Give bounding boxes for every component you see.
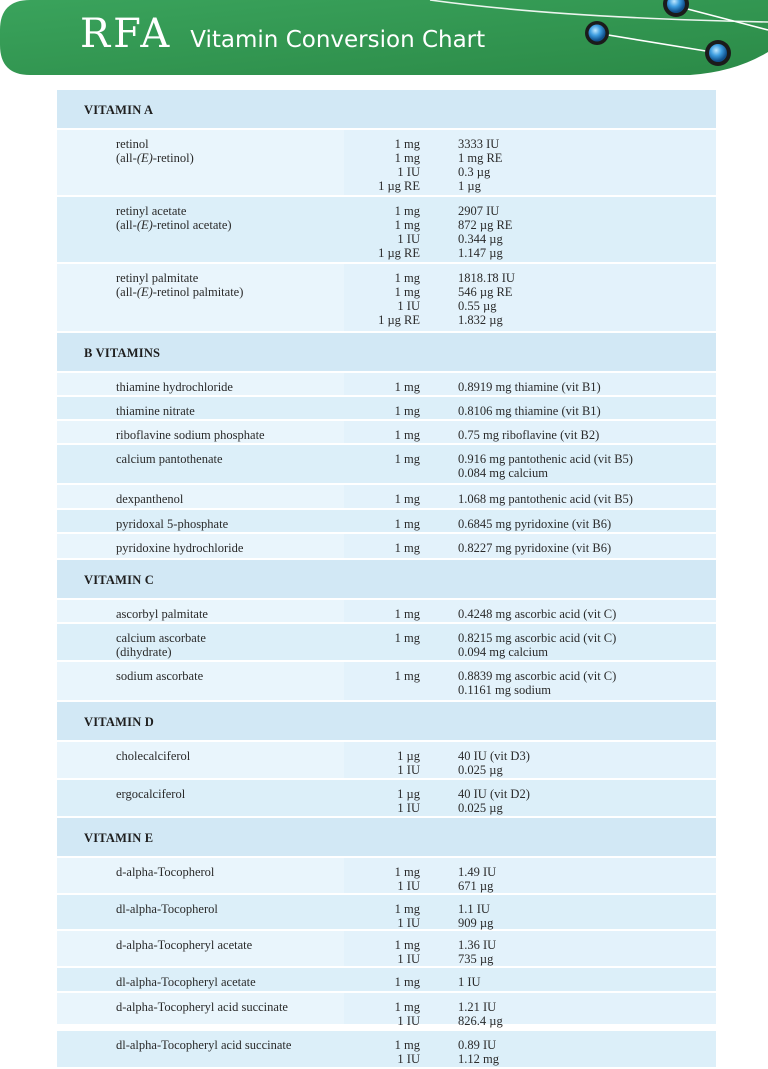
compound-name-line: calcium pantothenate [116,452,223,466]
compound-name-line: d-alpha-Tocopheryl acid succinate [116,1000,288,1014]
quantity-cell [395,517,420,531]
quantity-line: 1 µg RE [378,246,420,260]
equivalent-value-line: 872 µg RE [458,218,513,232]
equivalent-value-line: 0.1161 mg sodium [458,683,551,697]
equivalent-value-cell [458,975,481,989]
brand-logo: RFA [80,11,173,57]
compound-name-cell [116,492,183,506]
compound-name-cell [116,787,185,801]
compound-name-cell [116,204,232,232]
equivalent-value-cell [458,380,601,394]
quantity-cell [395,669,420,683]
quantity-cell [395,428,420,442]
equivalent-value-line: 909 µg [458,916,494,930]
page-title: Vitamin Conversion Chart [190,27,486,53]
equivalent-value-line: 546 µg RE [458,285,513,299]
compound-name-cell [116,380,233,394]
quantity-cell [395,938,420,966]
quantity-line: 1 mg [394,380,420,394]
compound-name-line: dl-alpha-Tocopherol [116,902,218,916]
quantity-cell [395,631,420,645]
quantity-line: 1 mg [394,607,420,621]
equivalent-value-cell [458,631,616,659]
equivalent-value-line: 0.084 mg calcium [458,466,548,480]
equivalent-value-cell [458,787,530,815]
compound-name-cell [116,975,256,989]
quantity-cell [395,1038,420,1066]
equivalent-value-line: 0.8227 mg pyridoxine (vit B6) [458,541,612,555]
table-row [57,534,716,560]
section-title: VITAMIN D [84,715,154,729]
equivalent-value-line: 0.3 µg [458,165,491,179]
table-row [57,931,716,968]
equivalent-value-line: 0.75 mg riboflavine (vit B2) [458,428,600,442]
equivalent-value-cell [458,452,633,480]
compound-name-line: d-alpha-Tocopheryl acetate [116,938,253,952]
equivalent-value-cell [458,669,616,697]
equivalent-value-line: 0.4248 mg ascorbic acid (vit C) [458,607,617,621]
equivalent-value-cell [458,749,530,777]
compound-name-line: dl-alpha-Tocopheryl acetate [116,975,256,989]
quantity-line: 1 mg [394,938,420,952]
section-title: B VITAMINS [84,346,161,360]
compound-name-line: riboflavine sodium phosphate [116,428,265,442]
equivalent-value-cell [458,607,616,621]
quantity-line: 1 mg [394,492,420,506]
quantity-cell [395,607,420,621]
table-row [57,397,716,421]
compound-name-line: retinyl acetate [116,204,187,218]
equivalent-value-cell [458,902,493,930]
table-row [57,624,716,662]
equivalent-value-cell [458,492,633,506]
table-row [57,264,716,333]
compound-name-line: retinol [116,137,149,151]
quantity-line: 1 mg [394,285,420,299]
equivalent-value-cell [458,517,611,531]
section-header [57,560,716,600]
equivalent-value-cell [458,137,502,193]
quantity-line: 1 µg [397,749,420,763]
compound-name-cell [116,404,195,418]
equivalent-value-cell [458,404,601,418]
quantity-cell [395,541,420,555]
table-row [57,1031,716,1069]
equivalent-value-cell [458,428,599,442]
table-row [57,445,716,485]
table-row [57,485,716,510]
quantity-cell [395,975,420,989]
compound-name-cell [116,749,190,763]
equivalent-value-line: 1.1 IU [458,902,490,916]
quantity-line: 1 IU [397,1052,420,1066]
quantity-line: 1 mg [394,902,420,916]
compound-name-cell [116,902,218,916]
compound-name-cell [116,938,252,952]
equivalent-value-line: 1 mg RE [458,151,503,165]
quantity-line: 1 mg [394,271,420,285]
quantity-line: 1 mg [394,151,420,165]
equivalent-value-cell [458,1000,503,1028]
compound-name-line: calcium ascorbate [116,631,206,645]
section-header [57,333,716,373]
section-header [57,702,716,742]
equivalent-value-line: 0.6845 mg pyridoxine (vit B6) [458,517,612,531]
compound-name-cell [116,1038,291,1052]
compound-name-line: (all-(E)-retinol acetate) [116,218,232,232]
equivalent-value-line: 0.8919 mg thiamine (vit B1) [458,380,601,394]
equivalent-value-line: 40 IU (vit D2) [458,787,530,801]
compound-name-line: sodium ascorbate [116,669,204,683]
quantity-line: 1 mg [394,541,420,555]
quantity-line: 1 mg [394,1038,420,1052]
section-header [57,818,716,858]
table-row [57,130,716,197]
compound-name-cell [116,137,194,165]
quantity-line: 1 µg RE [378,179,420,193]
quantity-cell [378,271,420,327]
quantity-line: 1 IU [397,299,420,313]
compound-name-cell [116,865,214,879]
quantity-line: 1 mg [394,218,420,232]
equivalent-value-line: 40 IU (vit D3) [458,749,530,763]
compound-name-line: retinyl palmitate [116,271,199,285]
table-row [57,993,716,1031]
section-header [57,90,716,130]
table-body [57,90,716,1069]
quantity-line: 1 IU [397,952,420,966]
compound-name-cell [116,517,228,531]
quantity-line: 1 IU [397,763,420,777]
table-row [57,662,716,702]
equivalent-value-line: 1.832 µg [458,313,503,327]
quantity-line: 1 mg [394,204,420,218]
equivalent-value-line: 2907 IU [458,204,500,218]
compound-name-line: cholecalciferol [116,749,191,763]
table-row [57,780,716,818]
quantity-line: 1 IU [397,801,420,815]
quantity-line: 1 mg [394,631,420,645]
table-row [57,510,716,534]
compound-name-cell [116,428,265,442]
quantity-cell [378,204,420,260]
quantity-cell [395,1000,420,1028]
header-banner [0,0,768,80]
quantity-line: 1 mg [394,452,420,466]
section-title: VITAMIN E [84,831,154,845]
compound-name-line: pyridoxine hydrochloride [116,541,244,555]
quantity-line: 1 mg [394,669,420,683]
section-title: VITAMIN A [84,103,154,117]
compound-name-line: (all-(E)-retinol palmitate) [116,285,244,299]
compound-name-line: dexpanthenol [116,492,184,506]
equivalent-value-line: 1.147 µg [458,246,503,260]
equivalent-value-line: 1 µg [458,179,481,193]
compound-name-line: (dihydrate) [116,645,172,659]
quantity-line: 1 mg [394,428,420,442]
table-row [57,373,716,397]
compound-name-line: pyridoxal 5-phosphate [116,517,229,531]
compound-name-line: thiamine nitrate [116,404,195,418]
equivalent-value-line: 0.8215 mg ascorbic acid (vit C) [458,631,617,645]
table-row [57,421,716,445]
quantity-cell [397,787,420,815]
quantity-line: 1 mg [394,975,420,989]
equivalent-value-line: 0.025 µg [458,763,503,777]
quantity-line: 1 IU [397,879,420,893]
compound-name-cell [116,631,206,659]
quantity-line: 1 IU [397,165,420,179]
equivalent-value-line: 826.4 µg [458,1014,503,1028]
equivalent-value-cell [458,541,611,555]
equivalent-value-cell [458,1038,499,1066]
equivalent-value-line: 0.8839 mg ascorbic acid (vit C) [458,669,617,683]
compound-name-cell [116,1000,288,1014]
quantity-line: 1 mg [394,404,420,418]
quantity-line: 1 mg [394,137,420,151]
quantity-cell [395,404,420,418]
equivalent-value-line: 1.49 IU [458,865,497,879]
equivalent-value-line: 0.8106 mg thiamine (vit B1) [458,404,601,418]
equivalent-value-line: 0.916 mg pantothenic acid (vit B5) [458,452,633,466]
quantity-cell [378,137,420,193]
table-row [57,968,716,993]
table-row [57,742,716,780]
quantity-line: 1 mg [394,1000,420,1014]
equivalent-value-cell [458,865,496,893]
section-title: VITAMIN C [84,573,154,587]
equivalent-value-cell [458,271,515,327]
conversion-table [57,90,716,1066]
equivalent-value-line: 0.025 µg [458,801,503,815]
equivalent-value-line: 0.344 µg [458,232,503,246]
equivalent-value-line: 0.55 µg [458,299,497,313]
equivalent-value-line: 735 µg [458,952,494,966]
equivalent-value-line: 3333 IU [458,137,500,151]
compound-name-line: dl-alpha-Tocopheryl acid succinate [116,1038,292,1052]
equivalent-value-line: 0.89 IU [458,1038,497,1052]
compound-name-line: (all-(E)-retinol) [116,151,194,165]
equivalent-value-line: 1.12 mg [458,1052,499,1066]
table-row [57,858,716,895]
compound-name-cell [116,669,203,683]
table-row [57,895,716,931]
quantity-cell [395,380,420,394]
compound-name-line: d-alpha-Tocopherol [116,865,215,879]
equivalent-value-line: 671 µg [458,879,494,893]
quantity-line: 1 IU [397,1014,420,1028]
brand [80,11,486,57]
equivalent-value-line: 1.21 IU [458,1000,497,1014]
quantity-line: 1 IU [397,916,420,930]
compound-name-line: ascorbyl palmitate [116,607,208,621]
quantity-cell [395,492,420,506]
table-row [57,600,716,624]
quantity-cell [395,452,420,466]
compound-name-cell [116,452,223,466]
compound-name-line: thiamine hydrochloride [116,380,233,394]
quantity-line: 1 mg [394,517,420,531]
quantity-cell [395,865,420,893]
equivalent-value-line: 1818.1̄8 IU [458,271,515,285]
quantity-line: 1 µg RE [378,313,420,327]
compound-name-cell [116,607,208,621]
equivalent-value-line: 1.068 mg pantothenic acid (vit B5) [458,492,633,506]
equivalent-value-line: 1.36 IU [458,938,497,952]
compound-name-cell [116,541,243,555]
quantity-line: 1 µg [397,787,420,801]
quantity-line: 1 IU [397,232,420,246]
equivalent-value-line: 0.094 mg calcium [458,645,548,659]
equivalent-value-cell [458,204,512,260]
compound-name-cell [116,271,243,299]
quantity-cell [395,902,420,930]
equivalent-value-line: 1 IU [458,975,481,989]
equivalent-value-cell [458,938,496,966]
quantity-line: 1 mg [394,865,420,879]
table-row [57,197,716,264]
compound-name-line: ergocalciferol [116,787,186,801]
quantity-cell [397,749,420,777]
